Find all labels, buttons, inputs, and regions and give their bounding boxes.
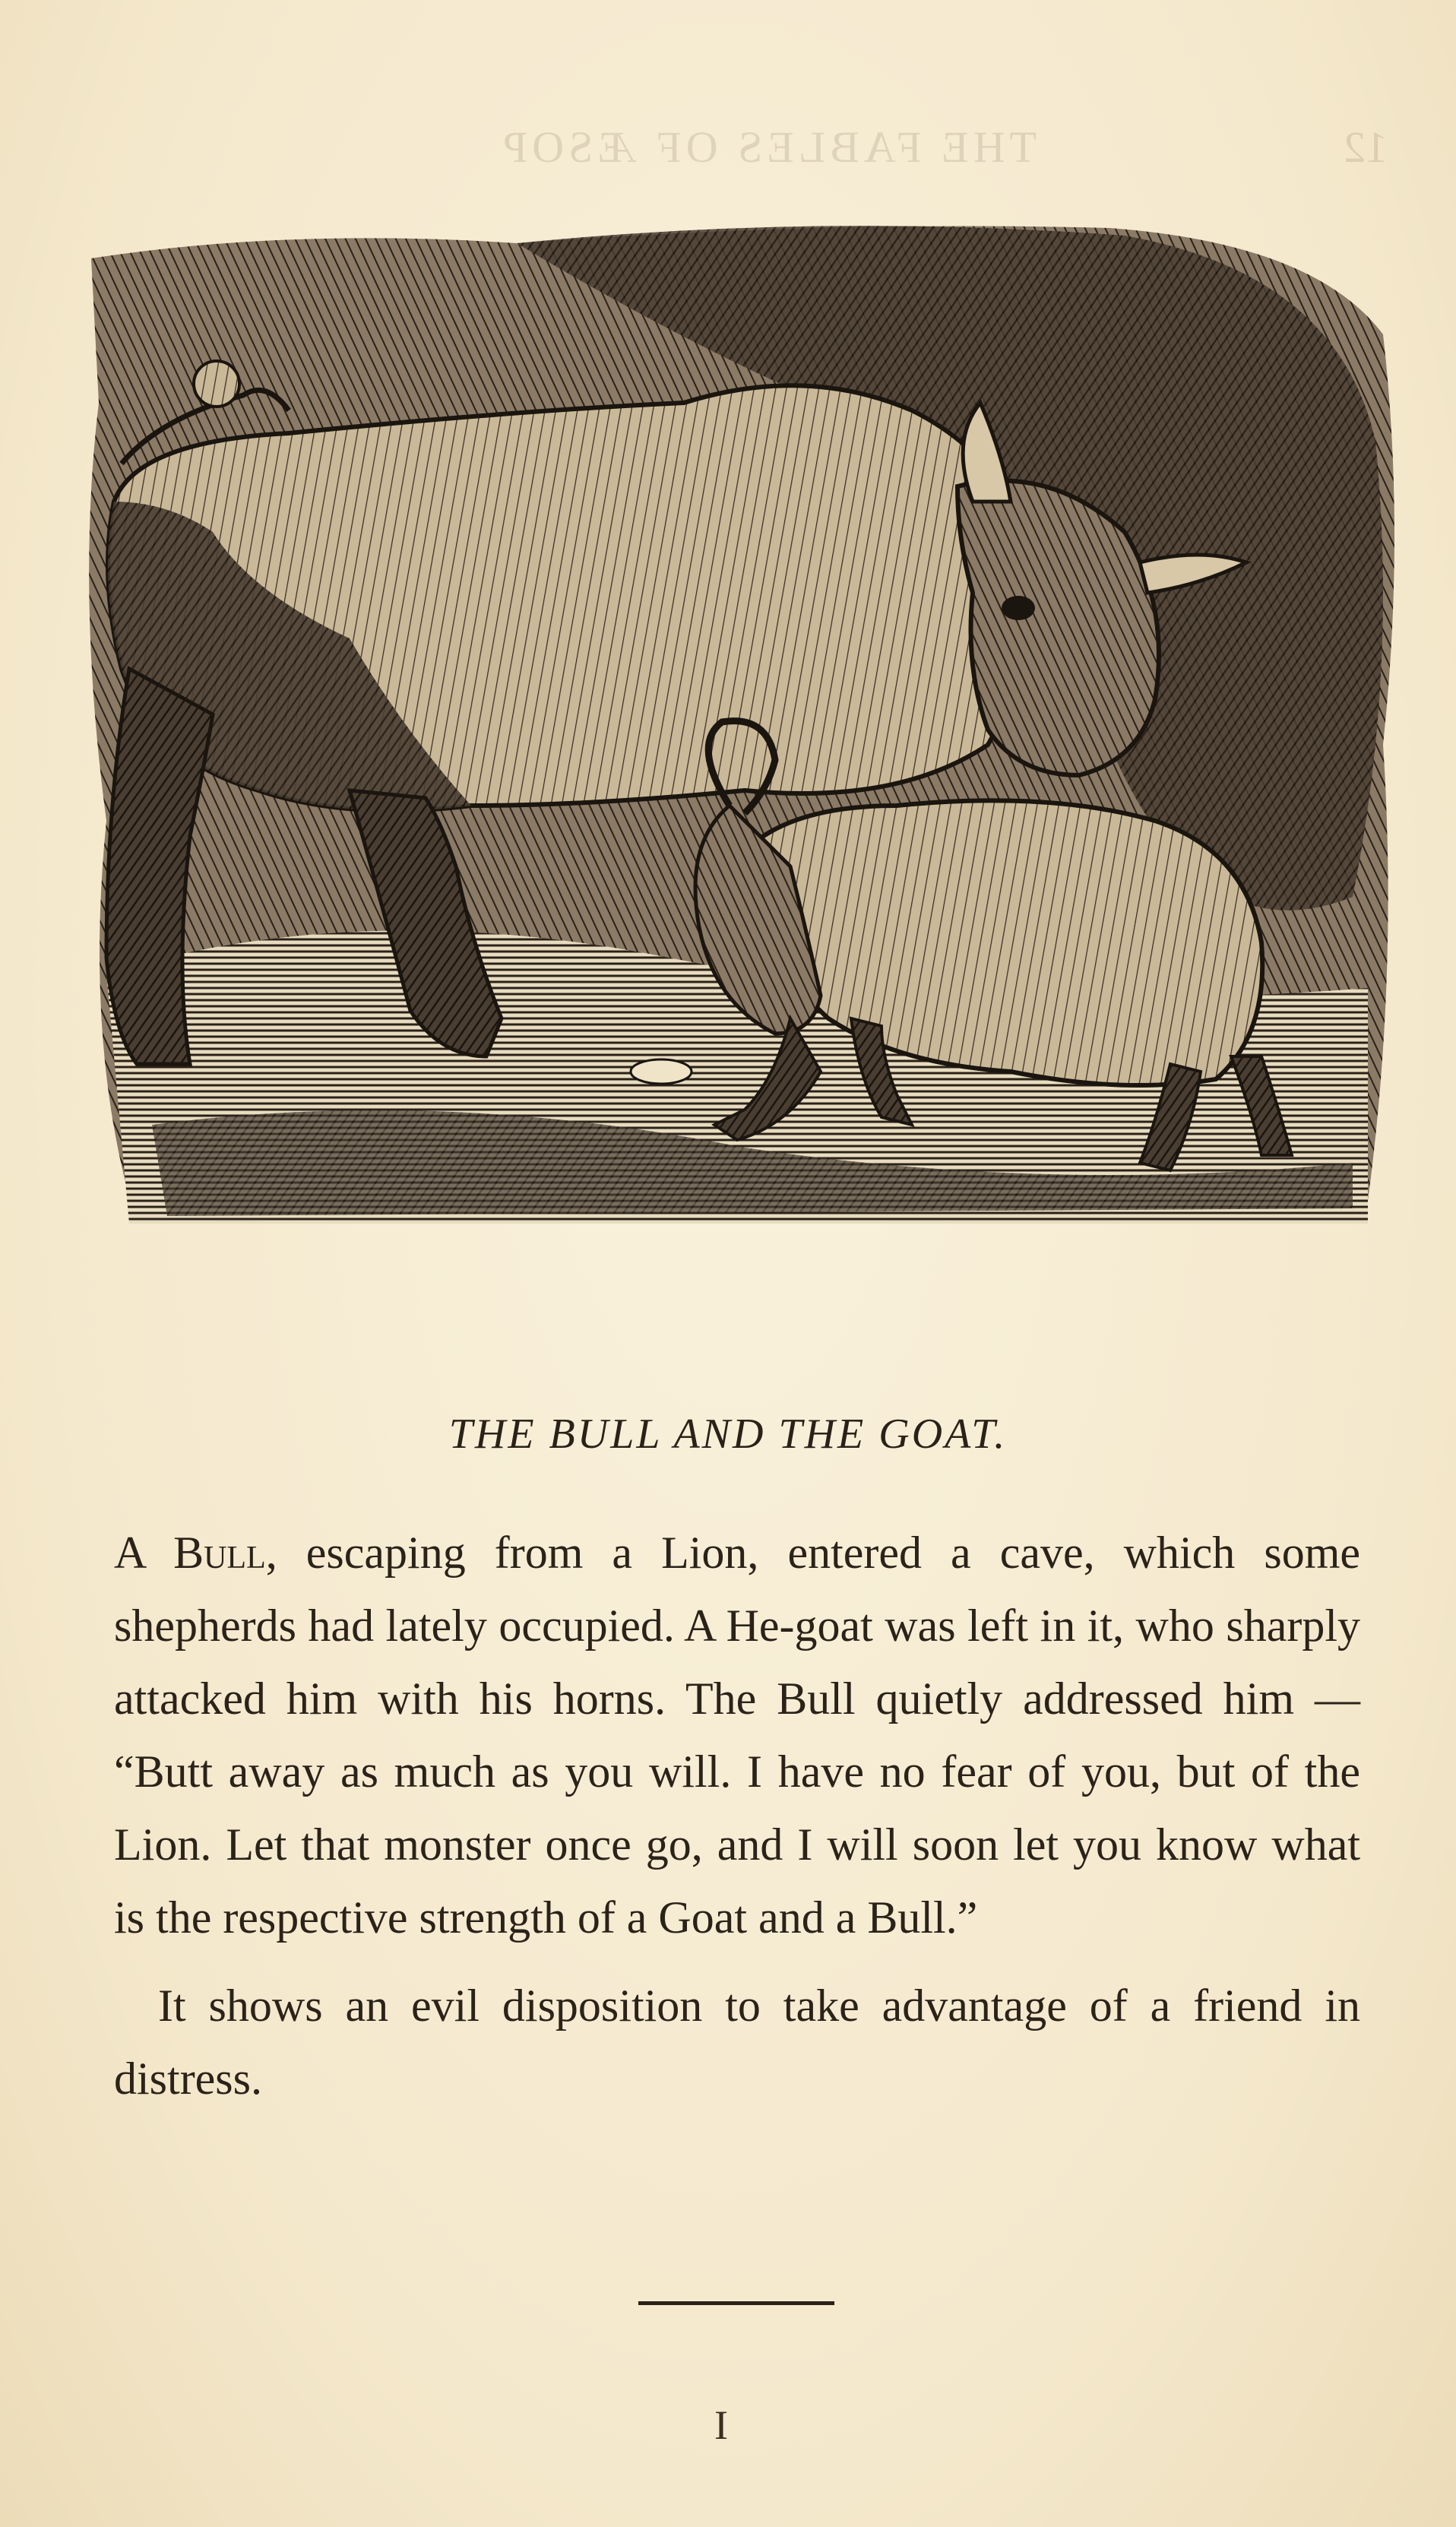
- bull-eye: [1002, 596, 1035, 620]
- printer-signature-mark: I: [714, 2402, 728, 2448]
- illustration-caption: THE BULL AND THE GOAT.: [448, 1411, 1008, 1458]
- section-divider: [638, 2301, 834, 2305]
- bull-and-goat-illustration: [61, 213, 1406, 1269]
- fable-moral: It shows an evil disposition to take advantage of a friend in distress.: [114, 1981, 1360, 2104]
- fable-text: [114, 1516, 1360, 2115]
- fable-paragraph-text: escaping from a Lion, entered a cave, which some shepherds had lately occupied. A He-goat was left in it, who sharply attacked him with his horns. The Bull quietly addressed him — “Butt away as much as you will. I have no fear of you, but of the Lion. Let that monster once go, and I will soon let you know what is the respective strength of a Goat and a Bull.”: [114, 1528, 1360, 1943]
- woodcut-image: [61, 213, 1406, 1269]
- fable-paragraph: [114, 1516, 1360, 1954]
- bleed-through-page-number: 12: [1344, 122, 1388, 172]
- bull-tail-tuft: [194, 361, 239, 407]
- opening-words: A Bull,: [114, 1528, 277, 1578]
- ground-stone: [631, 1059, 692, 1084]
- bleed-through-running-header: THE FABLES OF ÆSOP: [499, 122, 1037, 172]
